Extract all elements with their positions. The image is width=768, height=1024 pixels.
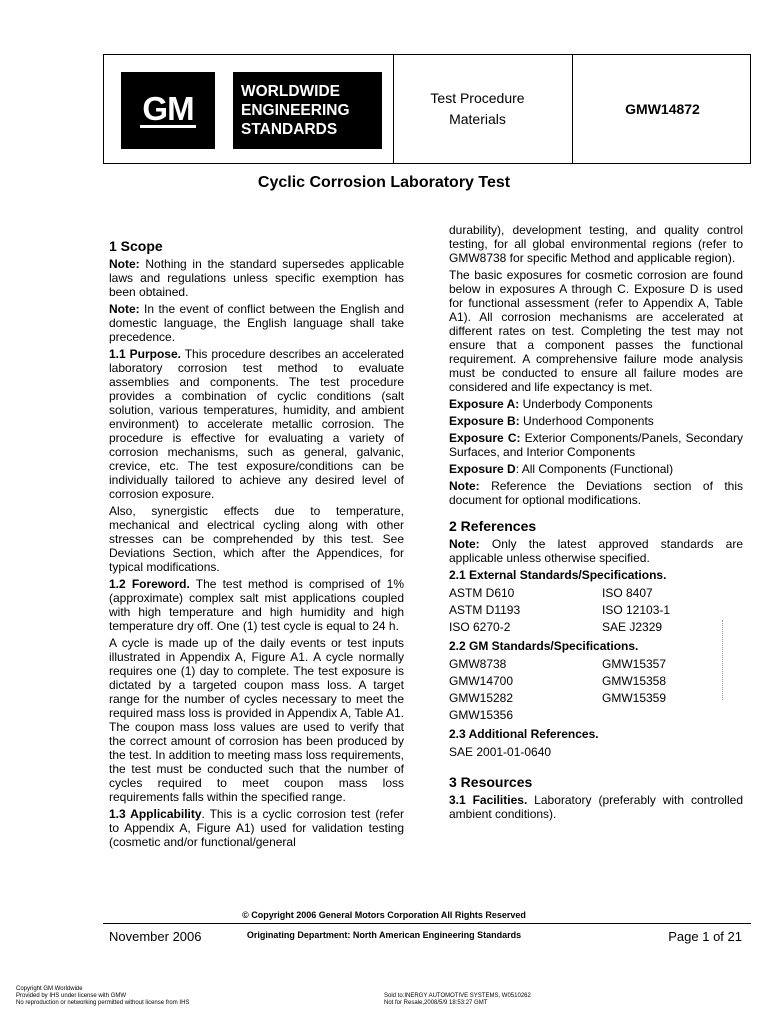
exposure-item: Exposure C: Exterior Components/Panels, Secondary Surfaces, and Interior Components [449, 431, 743, 459]
fineprint-line: Provided by IHS under license with GMW [16, 993, 127, 999]
standards-line: STANDARDS [241, 121, 338, 138]
dotted-margin-line [722, 620, 723, 700]
external-standards-heading: 2.1 External Standards/Specifications. [449, 568, 667, 582]
fineprint-left [16, 986, 189, 1007]
materials-label: Materials [449, 111, 506, 127]
paragraph: The basic exposures for cosmetic corrosion are found below in exposures A through C. Exposure D is used for functional assessment (refer to Appendix A, Table A1). All corrosion mechanisms are accelerated at different rates on test. Completing the test may not ensure that a component passes the functional requirement. A comprehensive failure mode analysis must be conducted to ensure all failure modes are considered and life expectancy is met. [449, 268, 743, 394]
worldwide-engineering-standards-logo [233, 72, 382, 149]
reference-item: SAE 2001-01-0640 [449, 745, 552, 759]
exposure-item: Exposure A: Underbody Components [449, 397, 653, 411]
copyright-notice: © Copyright 2006 General Motors Corporation All Rights Reserved [242, 910, 526, 920]
right-column [449, 223, 743, 824]
paragraph: Note: Reference the Deviations section of this document for optional modifications. [449, 479, 743, 507]
reference-item: GMW8738 [449, 657, 507, 671]
fineprint-line: Copyright GM Worldwide [16, 986, 83, 992]
paragraph: 1.3 Applicability. This is a cyclic corrosion test (refer to Appendix A, Figure A1) used for validation testing (cosmetic and/or functional/general [109, 807, 404, 849]
gm-logo [121, 72, 215, 149]
paragraph: durability), development testing, and quality control testing, for all global environmental regions (refer to GMW8738 for specific Method and applicable region). [449, 223, 743, 265]
footer-rule [103, 923, 751, 924]
standards-line: ENGINEERING [241, 102, 350, 119]
paragraph: 3.1 Facilities. Laboratory (preferably with controlled ambient conditions). [449, 793, 743, 821]
reference-item: GMW15356 [449, 708, 514, 722]
reference-item: ISO 12103-1 [602, 603, 671, 617]
paragraph: 1.1 Purpose. This procedure describes an accelerated laboratory corrosion test method to evaluate assemblies and components. The test procedure provides a combination of cyclic conditions (salt solution, various temperatures, humidity, and ambient environment) to accelerate metallic corrosion. The procedure is effective for evaluating a variety of corrosion mechanisms, such as general, galvanic, crevice, etc. The test exposure/conditions can be individually tailored to achieve any desired level of corrosion exposure. [109, 347, 404, 501]
standards-line: WORLDWIDE [241, 83, 341, 100]
left-column [109, 239, 404, 852]
footer-page-number: Page 1 of 21 [668, 929, 742, 944]
document-number: GMW14872 [625, 101, 700, 117]
paragraph: Note: Nothing in the standard supersedes applicable laws and regulations unless specific exemption has been obtained. [109, 257, 404, 299]
paragraph: Also, synergistic effects due to temperature, mechanical and electrical cycling along with other stresses can be comprehended by this test. See Deviations Section, which after the Appendices, for typical modifications. [109, 504, 404, 574]
paragraph: Note: In the event of conflict between the English and domestic language, the English language shall take precedence. [109, 302, 404, 344]
references-heading: 2 References [449, 518, 537, 534]
external-references-list [449, 585, 743, 636]
reference-item: GMW15359 [602, 691, 667, 705]
paragraph: Note: Only the latest approved standards are applicable unless otherwise specified. [449, 537, 743, 565]
reference-item: GMW14700 [449, 674, 514, 688]
reference-item: GMW15358 [602, 674, 667, 688]
paragraph: A cycle is made up of the daily events or test inputs illustrated in Appendix A, Figure A1. A cycle normally requires one (1) day to complete. The test exposure is dictated by a targeted coupon mass loss. A target range for the number of cycles necessary to meet the required mass loss is provided in Appendix A, Table A1. The coupon mass loss values are used to verify that the correct amount of corrosion has been produced by the test. In addition to meeting mass loss requirements, the test must be conducted such that the number of cycles required to meet coupon mass loss requirements falls within the specified range. [109, 636, 404, 804]
exposure-item: Exposure D: All Components (Functional) [449, 462, 674, 476]
gm-logo-text: GM [142, 89, 194, 127]
test-procedure-label: Test Procedure [430, 90, 525, 106]
document-header [103, 54, 751, 164]
fineprint-line: No reproduction or networking permitted without license from IHS [16, 1000, 190, 1006]
reference-item: ASTM D610 [449, 586, 515, 600]
reference-item: ISO 6270-2 [449, 620, 511, 634]
footer-date: November 2006 [109, 929, 202, 944]
reference-item: GMW15282 [449, 691, 514, 705]
gm-references-list [449, 656, 743, 724]
fineprint-line: Not for Resale,2008/5/9 18:53:27 GMT [384, 1000, 488, 1006]
reference-item: SAE J2329 [602, 620, 663, 634]
exposure-item: Exposure B: Underhood Components [449, 414, 654, 428]
fineprint-line: Sold to:INERGY AUTOMOTIVE SYSTEMS, W0510262 [384, 993, 531, 999]
gm-standards-heading: 2.2 GM Standards/Specifications. [449, 639, 639, 653]
resources-heading: 3 Resources [449, 774, 533, 790]
scope-heading: 1 Scope [109, 238, 163, 254]
header-divider [572, 55, 573, 163]
paragraph: 1.2 Foreword. The test method is comprised of 1% (approximate) complex salt mist applications coupled with high temperature and high humidity and high temperature dry off. One (1) test cycle is equal to 24 h. [109, 577, 404, 633]
footer-originating-department: Originating Department: North American Engineering Standards [246, 930, 522, 940]
reference-item: GMW15357 [602, 657, 667, 671]
document-title: Cyclic Corrosion Laboratory Test [257, 174, 511, 191]
additional-references-heading: 2.3 Additional References. [449, 727, 599, 741]
fineprint-right [384, 993, 531, 1007]
procedure-type [393, 55, 562, 163]
reference-item: ASTM D1193 [449, 603, 521, 617]
reference-item: ISO 8407 [602, 586, 653, 600]
